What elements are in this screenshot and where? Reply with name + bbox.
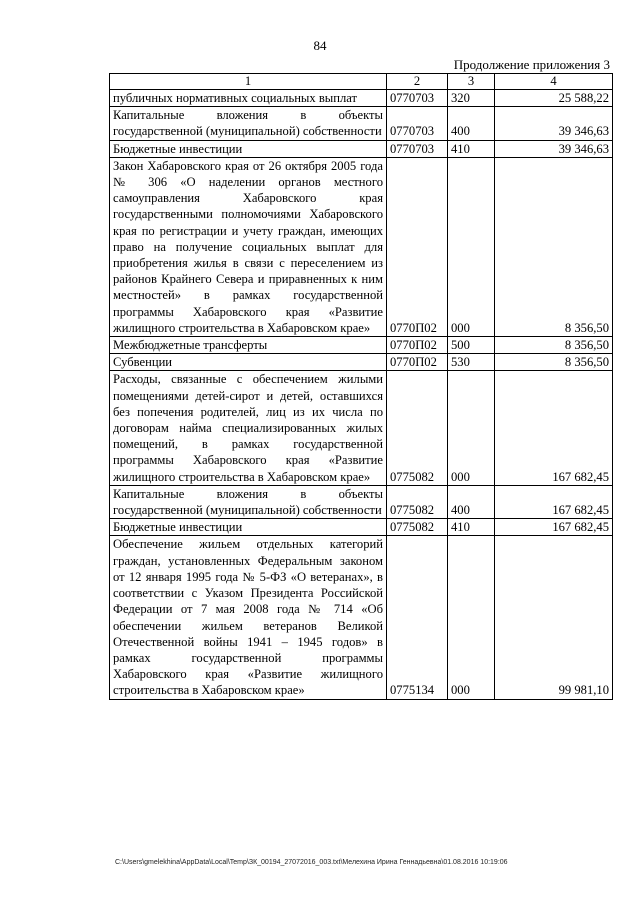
- table-row: [110, 536, 613, 699]
- table-row: [110, 485, 613, 518]
- table-row: [110, 371, 613, 485]
- column-header-name: 1: [110, 74, 387, 90]
- table-row: [110, 519, 613, 536]
- expense-type-cell: 410: [448, 140, 495, 157]
- expense-name-cell: Расходы, связанные с обеспечением жилыми помещениями детей-сирот и детей, оставшихся без попечения родителей, лиц из их числа по договорам найма специализированных жилых помещений, в рамках государственной программы Хабаровского края «Развитие жилищного строительства в Хабаровском крае»: [110, 371, 387, 485]
- target-code-cell: 0775134: [387, 536, 448, 699]
- amount-cell: 25 588,22: [495, 90, 613, 107]
- expense-type-cell: 400: [448, 485, 495, 518]
- column-header-amount: 4: [495, 74, 613, 90]
- expense-type-cell: 400: [448, 107, 495, 140]
- amount-cell: 8 356,50: [495, 157, 613, 336]
- amount-cell: 167 682,45: [495, 371, 613, 485]
- amount-cell: 8 356,50: [495, 337, 613, 354]
- table-row: [110, 337, 613, 354]
- amount-cell: 167 682,45: [495, 485, 613, 518]
- expense-name-cell: Межбюджетные трансферты: [110, 337, 387, 354]
- expense-name-cell: Капитальные вложения в объекты государственной (муниципальной) собственности: [110, 485, 387, 518]
- table-row: [110, 107, 613, 140]
- column-header-vr: 3: [448, 74, 495, 90]
- table-row: [110, 354, 613, 371]
- expense-type-cell: 000: [448, 157, 495, 336]
- amount-cell: 99 981,10: [495, 536, 613, 699]
- page-number: 84: [313, 38, 327, 53]
- expense-name-cell: Капитальные вложения в объекты государственной (муниципальной) собственности: [110, 107, 387, 140]
- table-row: [110, 90, 613, 107]
- target-code-cell: 0770703: [387, 140, 448, 157]
- expense-type-cell: 530: [448, 354, 495, 371]
- amount-cell: 8 356,50: [495, 354, 613, 371]
- expense-name-cell: Обеспечение жильем отдельных категорий граждан, установленных Федеральным законом от 12 января 1995 года № 5-ФЗ «О ветеранах», в соответствии с Указом Президента Российской Федерации от 7 мая 2008 года № 714 «Об обеспечении жильем ветеранов Великой Отечественной войны 1941 – 1945 годов» в рамках государственной программы Хабаровского края «Развитие жилищного строительства в Хабаровском крае»: [110, 536, 387, 699]
- expense-name-cell: публичных нормативных социальных выплат: [110, 90, 387, 107]
- table-row: [110, 140, 613, 157]
- column-header-code: 2: [387, 74, 448, 90]
- expense-name-cell: Закон Хабаровского края от 26 октября 2005 года № 306 «О наделении органов местного самоуправления Хабаровского края государственными полномочиями Хабаровского края по регистрации и учету граждан, имеющих право на получение социальных выплат для приобретения жилья в связи с переселением из районов Крайнего Севера и приравненных к ним местностей» в рамках государственной программы Хабаровского края «Развитие жилищного строительства в Хабаровском крае»: [110, 157, 387, 336]
- expense-type-cell: 000: [448, 536, 495, 699]
- appendix-continuation-label: Продолжение приложения 3: [453, 57, 610, 72]
- expense-type-cell: 500: [448, 337, 495, 354]
- file-path-footer: C:\Users\gmelekhina\AppData\Local\Temp\ЗК_00194_27072016_003.txt\Мелехина Ирина Геннадьевна\01.08.2016 10:19:06: [115, 859, 508, 866]
- target-code-cell: 0770703: [387, 90, 448, 107]
- expense-name-cell: Субвенции: [110, 354, 387, 371]
- expense-type-cell: 000: [448, 371, 495, 485]
- target-code-cell: 0775082: [387, 371, 448, 485]
- amount-cell: 39 346,63: [495, 107, 613, 140]
- target-code-cell: 0770П02: [387, 337, 448, 354]
- expense-name-cell: Бюджетные инвестиции: [110, 140, 387, 157]
- amount-cell: 39 346,63: [495, 140, 613, 157]
- target-code-cell: 0770703: [387, 107, 448, 140]
- table-row: [110, 157, 613, 336]
- expense-name-cell: Бюджетные инвестиции: [110, 519, 387, 536]
- expense-type-cell: 410: [448, 519, 495, 536]
- target-code-cell: 0770П02: [387, 354, 448, 371]
- budget-table: [109, 73, 613, 700]
- target-code-cell: 0775082: [387, 485, 448, 518]
- target-code-cell: 0775082: [387, 519, 448, 536]
- expense-type-cell: 320: [448, 90, 495, 107]
- amount-cell: 167 682,45: [495, 519, 613, 536]
- target-code-cell: 0770П02: [387, 157, 448, 336]
- table-header-row: [110, 74, 613, 90]
